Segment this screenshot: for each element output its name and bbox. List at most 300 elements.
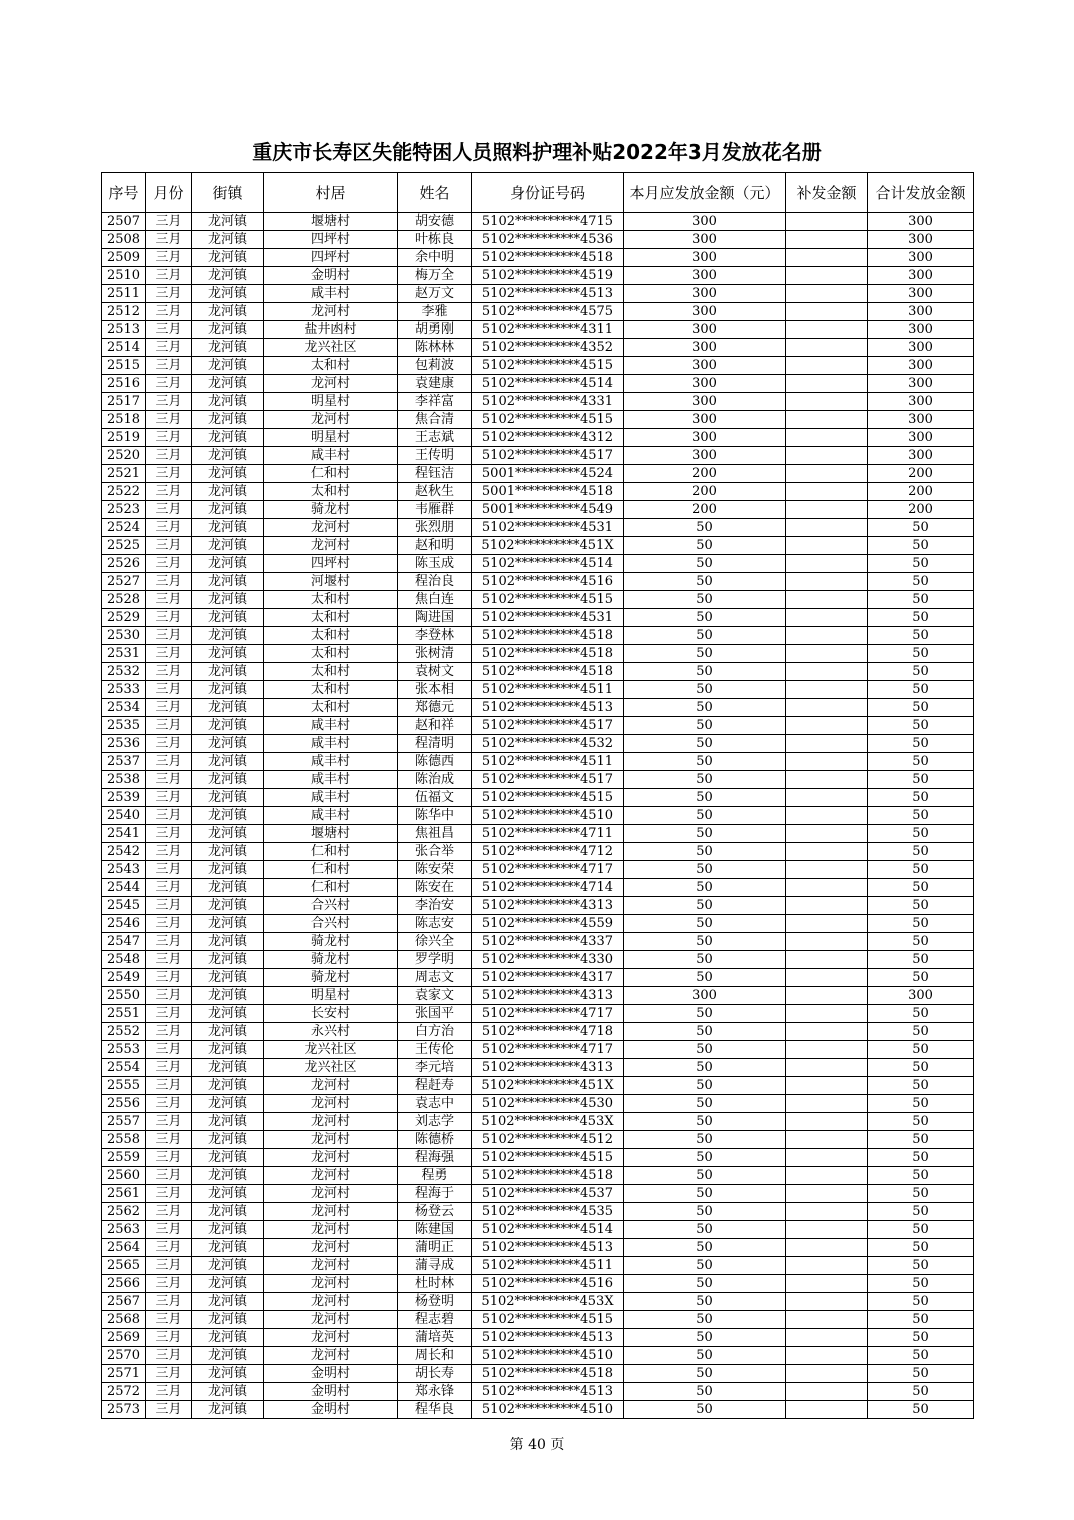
cell-supplement-amount <box>786 951 868 969</box>
cell-supplement-amount <box>786 1095 868 1113</box>
cell-total-amount: 50 <box>868 1095 974 1113</box>
cell-monthly-amount: 200 <box>624 483 786 501</box>
cell-village: 咸丰村 <box>264 807 398 825</box>
cell-village: 龙河村 <box>264 1275 398 1293</box>
cell-village: 龙兴社区 <box>264 339 398 357</box>
table-row <box>102 1041 974 1059</box>
cell-total-amount: 300 <box>868 411 974 429</box>
cell-supplement-amount <box>786 519 868 537</box>
cell-name: 张国平 <box>398 1005 472 1023</box>
cell-village: 河堰村 <box>264 573 398 591</box>
cell-supplement-amount <box>786 861 868 879</box>
cell-supplement-amount <box>786 915 868 933</box>
cell-name: 徐兴全 <box>398 933 472 951</box>
cell-total-amount: 50 <box>868 573 974 591</box>
cell-total-amount: 300 <box>868 267 974 285</box>
cell-id-number: 5102**********4514 <box>472 375 624 393</box>
cell-town: 龙河镇 <box>192 213 264 231</box>
table-row <box>102 429 974 447</box>
cell-month: 三月 <box>146 1365 192 1383</box>
cell-town: 龙河镇 <box>192 807 264 825</box>
table-row <box>102 879 974 897</box>
cell-town: 龙河镇 <box>192 699 264 717</box>
cell-supplement-amount <box>786 231 868 249</box>
cell-supplement-amount <box>786 969 868 987</box>
table-row <box>102 447 974 465</box>
cell-town: 龙河镇 <box>192 1185 264 1203</box>
cell-id-number: 5102**********4511 <box>472 753 624 771</box>
cell-name: 程赶寿 <box>398 1077 472 1095</box>
cell-name: 胡勇刚 <box>398 321 472 339</box>
cell-serial: 2508 <box>102 231 146 249</box>
cell-village: 金明村 <box>264 1365 398 1383</box>
cell-month: 三月 <box>146 1113 192 1131</box>
cell-total-amount: 50 <box>868 627 974 645</box>
cell-monthly-amount: 50 <box>624 735 786 753</box>
cell-town: 龙河镇 <box>192 429 264 447</box>
table-row <box>102 231 974 249</box>
cell-serial: 2514 <box>102 339 146 357</box>
cell-supplement-amount <box>786 285 868 303</box>
cell-supplement-amount <box>786 1005 868 1023</box>
cell-town: 龙河镇 <box>192 1167 264 1185</box>
cell-name: 杨登明 <box>398 1293 472 1311</box>
cell-name: 焦白连 <box>398 591 472 609</box>
cell-village: 骑龙村 <box>264 951 398 969</box>
cell-id-number: 5102**********4717 <box>472 861 624 879</box>
cell-monthly-amount: 50 <box>624 1401 786 1419</box>
cell-town: 龙河镇 <box>192 267 264 285</box>
cell-supplement-amount <box>786 1023 868 1041</box>
cell-supplement-amount <box>786 483 868 501</box>
cell-id-number: 5102**********4513 <box>472 1239 624 1257</box>
cell-supplement-amount <box>786 681 868 699</box>
cell-month: 三月 <box>146 573 192 591</box>
cell-supplement-amount <box>786 411 868 429</box>
cell-name: 罗学明 <box>398 951 472 969</box>
cell-total-amount: 50 <box>868 915 974 933</box>
cell-supplement-amount <box>786 987 868 1005</box>
table-row <box>102 789 974 807</box>
col-header-supplement-amount: 补发金额 <box>786 173 868 213</box>
table-row <box>102 681 974 699</box>
cell-supplement-amount <box>786 1167 868 1185</box>
cell-supplement-amount <box>786 1041 868 1059</box>
cell-name: 蒲培英 <box>398 1329 472 1347</box>
cell-monthly-amount: 50 <box>624 1203 786 1221</box>
cell-serial: 2507 <box>102 213 146 231</box>
cell-name: 程华良 <box>398 1401 472 1419</box>
cell-monthly-amount: 50 <box>624 573 786 591</box>
cell-village: 龙河村 <box>264 1239 398 1257</box>
table-row <box>102 933 974 951</box>
cell-name: 陈安在 <box>398 879 472 897</box>
cell-month: 三月 <box>146 285 192 303</box>
cell-serial: 2519 <box>102 429 146 447</box>
cell-total-amount: 50 <box>868 771 974 789</box>
cell-name: 胡长寿 <box>398 1365 472 1383</box>
cell-id-number: 5102**********4330 <box>472 951 624 969</box>
cell-village: 龙河村 <box>264 1329 398 1347</box>
table-row <box>102 1203 974 1221</box>
cell-monthly-amount: 50 <box>624 897 786 915</box>
cell-village: 咸丰村 <box>264 735 398 753</box>
cell-supplement-amount <box>786 879 868 897</box>
cell-name: 焦祖昌 <box>398 825 472 843</box>
cell-name: 李元培 <box>398 1059 472 1077</box>
cell-supplement-amount <box>786 1257 868 1275</box>
cell-name: 余中明 <box>398 249 472 267</box>
cell-village: 龙河村 <box>264 1185 398 1203</box>
cell-total-amount: 50 <box>868 735 974 753</box>
table-row <box>102 1005 974 1023</box>
cell-id-number: 5102**********4313 <box>472 987 624 1005</box>
cell-monthly-amount: 50 <box>624 789 786 807</box>
cell-town: 龙河镇 <box>192 1059 264 1077</box>
cell-serial: 2540 <box>102 807 146 825</box>
cell-name: 刘志学 <box>398 1113 472 1131</box>
cell-total-amount: 50 <box>868 969 974 987</box>
cell-supplement-amount <box>786 429 868 447</box>
cell-serial: 2532 <box>102 663 146 681</box>
table-row <box>102 303 974 321</box>
cell-monthly-amount: 50 <box>624 1311 786 1329</box>
cell-id-number: 5102**********4530 <box>472 1095 624 1113</box>
cell-village: 太和村 <box>264 357 398 375</box>
cell-supplement-amount <box>786 1347 868 1365</box>
cell-month: 三月 <box>146 807 192 825</box>
cell-name: 伍福文 <box>398 789 472 807</box>
table-row <box>102 1077 974 1095</box>
cell-month: 三月 <box>146 1347 192 1365</box>
table-row <box>102 1239 974 1257</box>
table-row <box>102 555 974 573</box>
cell-supplement-amount <box>786 699 868 717</box>
cell-name: 张本相 <box>398 681 472 699</box>
cell-id-number: 5102**********4531 <box>472 519 624 537</box>
table-row <box>102 1329 974 1347</box>
cell-monthly-amount: 300 <box>624 357 786 375</box>
table-body <box>102 213 974 1419</box>
col-header-town: 街镇 <box>192 173 264 213</box>
cell-month: 三月 <box>146 753 192 771</box>
cell-town: 龙河镇 <box>192 969 264 987</box>
cell-monthly-amount: 300 <box>624 339 786 357</box>
cell-total-amount: 300 <box>868 429 974 447</box>
cell-supplement-amount <box>786 1149 868 1167</box>
cell-month: 三月 <box>146 1329 192 1347</box>
cell-supplement-amount <box>786 663 868 681</box>
cell-village: 龙河村 <box>264 1095 398 1113</box>
cell-id-number: 5102**********4352 <box>472 339 624 357</box>
cell-id-number: 5102**********4535 <box>472 1203 624 1221</box>
table-row <box>102 213 974 231</box>
cell-id-number: 5102**********4515 <box>472 357 624 375</box>
cell-name: 焦合清 <box>398 411 472 429</box>
cell-id-number: 5102**********4711 <box>472 825 624 843</box>
cell-village: 太和村 <box>264 609 398 627</box>
cell-month: 三月 <box>146 933 192 951</box>
cell-month: 三月 <box>146 1185 192 1203</box>
cell-monthly-amount: 50 <box>624 843 786 861</box>
cell-town: 龙河镇 <box>192 861 264 879</box>
cell-id-number: 5102**********4317 <box>472 969 624 987</box>
cell-supplement-amount <box>786 933 868 951</box>
table-row <box>102 609 974 627</box>
cell-monthly-amount: 300 <box>624 375 786 393</box>
table-row <box>102 807 974 825</box>
table-row <box>102 771 974 789</box>
cell-village: 太和村 <box>264 699 398 717</box>
table-row <box>102 1257 974 1275</box>
cell-town: 龙河镇 <box>192 1365 264 1383</box>
cell-town: 龙河镇 <box>192 1275 264 1293</box>
table-row <box>102 1059 974 1077</box>
cell-town: 龙河镇 <box>192 357 264 375</box>
table-row <box>102 1221 974 1239</box>
cell-id-number: 5102**********4331 <box>472 393 624 411</box>
cell-monthly-amount: 200 <box>624 501 786 519</box>
cell-monthly-amount: 50 <box>624 969 786 987</box>
cell-name: 袁建康 <box>398 375 472 393</box>
cell-name: 周长和 <box>398 1347 472 1365</box>
cell-village: 金明村 <box>264 267 398 285</box>
cell-village: 太和村 <box>264 591 398 609</box>
cell-town: 龙河镇 <box>192 681 264 699</box>
table-row <box>102 663 974 681</box>
cell-total-amount: 50 <box>868 1221 974 1239</box>
cell-total-amount: 50 <box>868 807 974 825</box>
cell-supplement-amount <box>786 339 868 357</box>
cell-id-number: 5102**********4518 <box>472 1167 624 1185</box>
cell-monthly-amount: 50 <box>624 591 786 609</box>
cell-serial: 2556 <box>102 1095 146 1113</box>
cell-supplement-amount <box>786 645 868 663</box>
cell-id-number: 5102**********4536 <box>472 231 624 249</box>
cell-id-number: 5102**********4513 <box>472 1383 624 1401</box>
cell-monthly-amount: 50 <box>624 537 786 555</box>
cell-name: 程治良 <box>398 573 472 591</box>
cell-town: 龙河镇 <box>192 1311 264 1329</box>
cell-monthly-amount: 50 <box>624 1149 786 1167</box>
cell-month: 三月 <box>146 519 192 537</box>
cell-total-amount: 50 <box>868 789 974 807</box>
cell-month: 三月 <box>146 627 192 645</box>
cell-month: 三月 <box>146 699 192 717</box>
cell-town: 龙河镇 <box>192 987 264 1005</box>
cell-town: 龙河镇 <box>192 1239 264 1257</box>
cell-total-amount: 50 <box>868 1293 974 1311</box>
cell-serial: 2516 <box>102 375 146 393</box>
cell-monthly-amount: 50 <box>624 1239 786 1257</box>
cell-supplement-amount <box>786 717 868 735</box>
cell-month: 三月 <box>146 231 192 249</box>
cell-name: 张烈朋 <box>398 519 472 537</box>
cell-total-amount: 50 <box>868 1203 974 1221</box>
cell-month: 三月 <box>146 1383 192 1401</box>
cell-name: 杨登云 <box>398 1203 472 1221</box>
cell-name: 陈治成 <box>398 771 472 789</box>
cell-monthly-amount: 50 <box>624 951 786 969</box>
cell-monthly-amount: 50 <box>624 699 786 717</box>
table-row <box>102 987 974 1005</box>
cell-village: 金明村 <box>264 1401 398 1419</box>
table-row <box>102 519 974 537</box>
cell-month: 三月 <box>146 897 192 915</box>
cell-village: 龙河村 <box>264 537 398 555</box>
cell-id-number: 5102**********4531 <box>472 609 624 627</box>
cell-month: 三月 <box>146 1293 192 1311</box>
cell-town: 龙河镇 <box>192 789 264 807</box>
cell-id-number: 5102**********4532 <box>472 735 624 753</box>
cell-town: 龙河镇 <box>192 447 264 465</box>
cell-name: 王志斌 <box>398 429 472 447</box>
cell-id-number: 5102**********4516 <box>472 1275 624 1293</box>
cell-id-number: 5102**********4537 <box>472 1185 624 1203</box>
cell-name: 郑德元 <box>398 699 472 717</box>
cell-serial: 2524 <box>102 519 146 537</box>
cell-month: 三月 <box>146 501 192 519</box>
col-header-serial: 序号 <box>102 173 146 213</box>
cell-total-amount: 50 <box>868 609 974 627</box>
cell-monthly-amount: 50 <box>624 609 786 627</box>
cell-monthly-amount: 50 <box>624 681 786 699</box>
cell-name: 陶进国 <box>398 609 472 627</box>
cell-id-number: 5102**********451X <box>472 1077 624 1095</box>
cell-monthly-amount: 50 <box>624 519 786 537</box>
table-row <box>102 1365 974 1383</box>
cell-monthly-amount: 50 <box>624 1383 786 1401</box>
cell-monthly-amount: 300 <box>624 213 786 231</box>
cell-monthly-amount: 50 <box>624 663 786 681</box>
cell-name: 陈华中 <box>398 807 472 825</box>
cell-supplement-amount <box>786 1131 868 1149</box>
cell-serial: 2571 <box>102 1365 146 1383</box>
cell-month: 三月 <box>146 465 192 483</box>
cell-total-amount: 200 <box>868 465 974 483</box>
col-header-monthly-amount: 本月应发放金额（元） <box>624 173 786 213</box>
cell-total-amount: 300 <box>868 249 974 267</box>
cell-monthly-amount: 300 <box>624 267 786 285</box>
cell-name: 陈志安 <box>398 915 472 933</box>
cell-month: 三月 <box>146 1059 192 1077</box>
cell-month: 三月 <box>146 969 192 987</box>
cell-monthly-amount: 50 <box>624 1059 786 1077</box>
cell-name: 陈玉成 <box>398 555 472 573</box>
cell-serial: 2546 <box>102 915 146 933</box>
cell-town: 龙河镇 <box>192 609 264 627</box>
table-row <box>102 1131 974 1149</box>
cell-town: 龙河镇 <box>192 933 264 951</box>
cell-supplement-amount <box>786 555 868 573</box>
cell-town: 龙河镇 <box>192 1383 264 1401</box>
cell-total-amount: 50 <box>868 537 974 555</box>
cell-month: 三月 <box>146 1005 192 1023</box>
cell-name: 程勇 <box>398 1167 472 1185</box>
cell-village: 盐井凼村 <box>264 321 398 339</box>
cell-town: 龙河镇 <box>192 321 264 339</box>
cell-name: 白方治 <box>398 1023 472 1041</box>
col-header-total-amount: 合计发放金额 <box>868 173 974 213</box>
cell-town: 龙河镇 <box>192 717 264 735</box>
cell-total-amount: 200 <box>868 483 974 501</box>
cell-serial: 2518 <box>102 411 146 429</box>
cell-village: 咸丰村 <box>264 753 398 771</box>
cell-total-amount: 50 <box>868 1131 974 1149</box>
cell-total-amount: 50 <box>868 663 974 681</box>
cell-total-amount: 50 <box>868 861 974 879</box>
cell-serial: 2509 <box>102 249 146 267</box>
cell-serial: 2566 <box>102 1275 146 1293</box>
cell-total-amount: 50 <box>868 825 974 843</box>
cell-supplement-amount <box>786 267 868 285</box>
cell-month: 三月 <box>146 537 192 555</box>
cell-total-amount: 50 <box>868 1167 974 1185</box>
cell-total-amount: 50 <box>868 519 974 537</box>
col-header-id-number: 身份证号码 <box>472 173 624 213</box>
cell-total-amount: 300 <box>868 393 974 411</box>
cell-monthly-amount: 300 <box>624 411 786 429</box>
cell-supplement-amount <box>786 627 868 645</box>
cell-name: 胡安德 <box>398 213 472 231</box>
cell-monthly-amount: 300 <box>624 447 786 465</box>
cell-monthly-amount: 50 <box>624 1023 786 1041</box>
cell-month: 三月 <box>146 321 192 339</box>
cell-month: 三月 <box>146 951 192 969</box>
cell-total-amount: 300 <box>868 321 974 339</box>
cell-village: 太和村 <box>264 663 398 681</box>
cell-serial: 2559 <box>102 1149 146 1167</box>
table-row <box>102 717 974 735</box>
cell-village: 仁和村 <box>264 465 398 483</box>
table-row <box>102 843 974 861</box>
cell-supplement-amount <box>786 825 868 843</box>
cell-month: 三月 <box>146 915 192 933</box>
cell-village: 龙河村 <box>264 1311 398 1329</box>
cell-total-amount: 300 <box>868 303 974 321</box>
cell-serial: 2543 <box>102 861 146 879</box>
table-row <box>102 591 974 609</box>
cell-month: 三月 <box>146 1221 192 1239</box>
cell-village: 龙兴社区 <box>264 1041 398 1059</box>
cell-id-number: 5102**********4337 <box>472 933 624 951</box>
cell-serial: 2572 <box>102 1383 146 1401</box>
cell-name: 李雅 <box>398 303 472 321</box>
cell-town: 龙河镇 <box>192 1293 264 1311</box>
cell-supplement-amount <box>786 1059 868 1077</box>
cell-village: 仁和村 <box>264 843 398 861</box>
cell-town: 龙河镇 <box>192 771 264 789</box>
table-row <box>102 1167 974 1185</box>
table-row <box>102 861 974 879</box>
cell-total-amount: 50 <box>868 897 974 915</box>
cell-supplement-amount <box>786 789 868 807</box>
table-row <box>102 627 974 645</box>
cell-supplement-amount <box>786 357 868 375</box>
cell-supplement-amount <box>786 213 868 231</box>
cell-total-amount: 300 <box>868 987 974 1005</box>
cell-month: 三月 <box>146 375 192 393</box>
cell-village: 龙河村 <box>264 411 398 429</box>
cell-name: 包莉波 <box>398 357 472 375</box>
cell-serial: 2565 <box>102 1257 146 1275</box>
cell-monthly-amount: 50 <box>624 879 786 897</box>
cell-month: 三月 <box>146 735 192 753</box>
cell-total-amount: 50 <box>868 1149 974 1167</box>
cell-village: 四坪村 <box>264 249 398 267</box>
cell-id-number: 5102**********451X <box>472 537 624 555</box>
cell-monthly-amount: 50 <box>624 1167 786 1185</box>
